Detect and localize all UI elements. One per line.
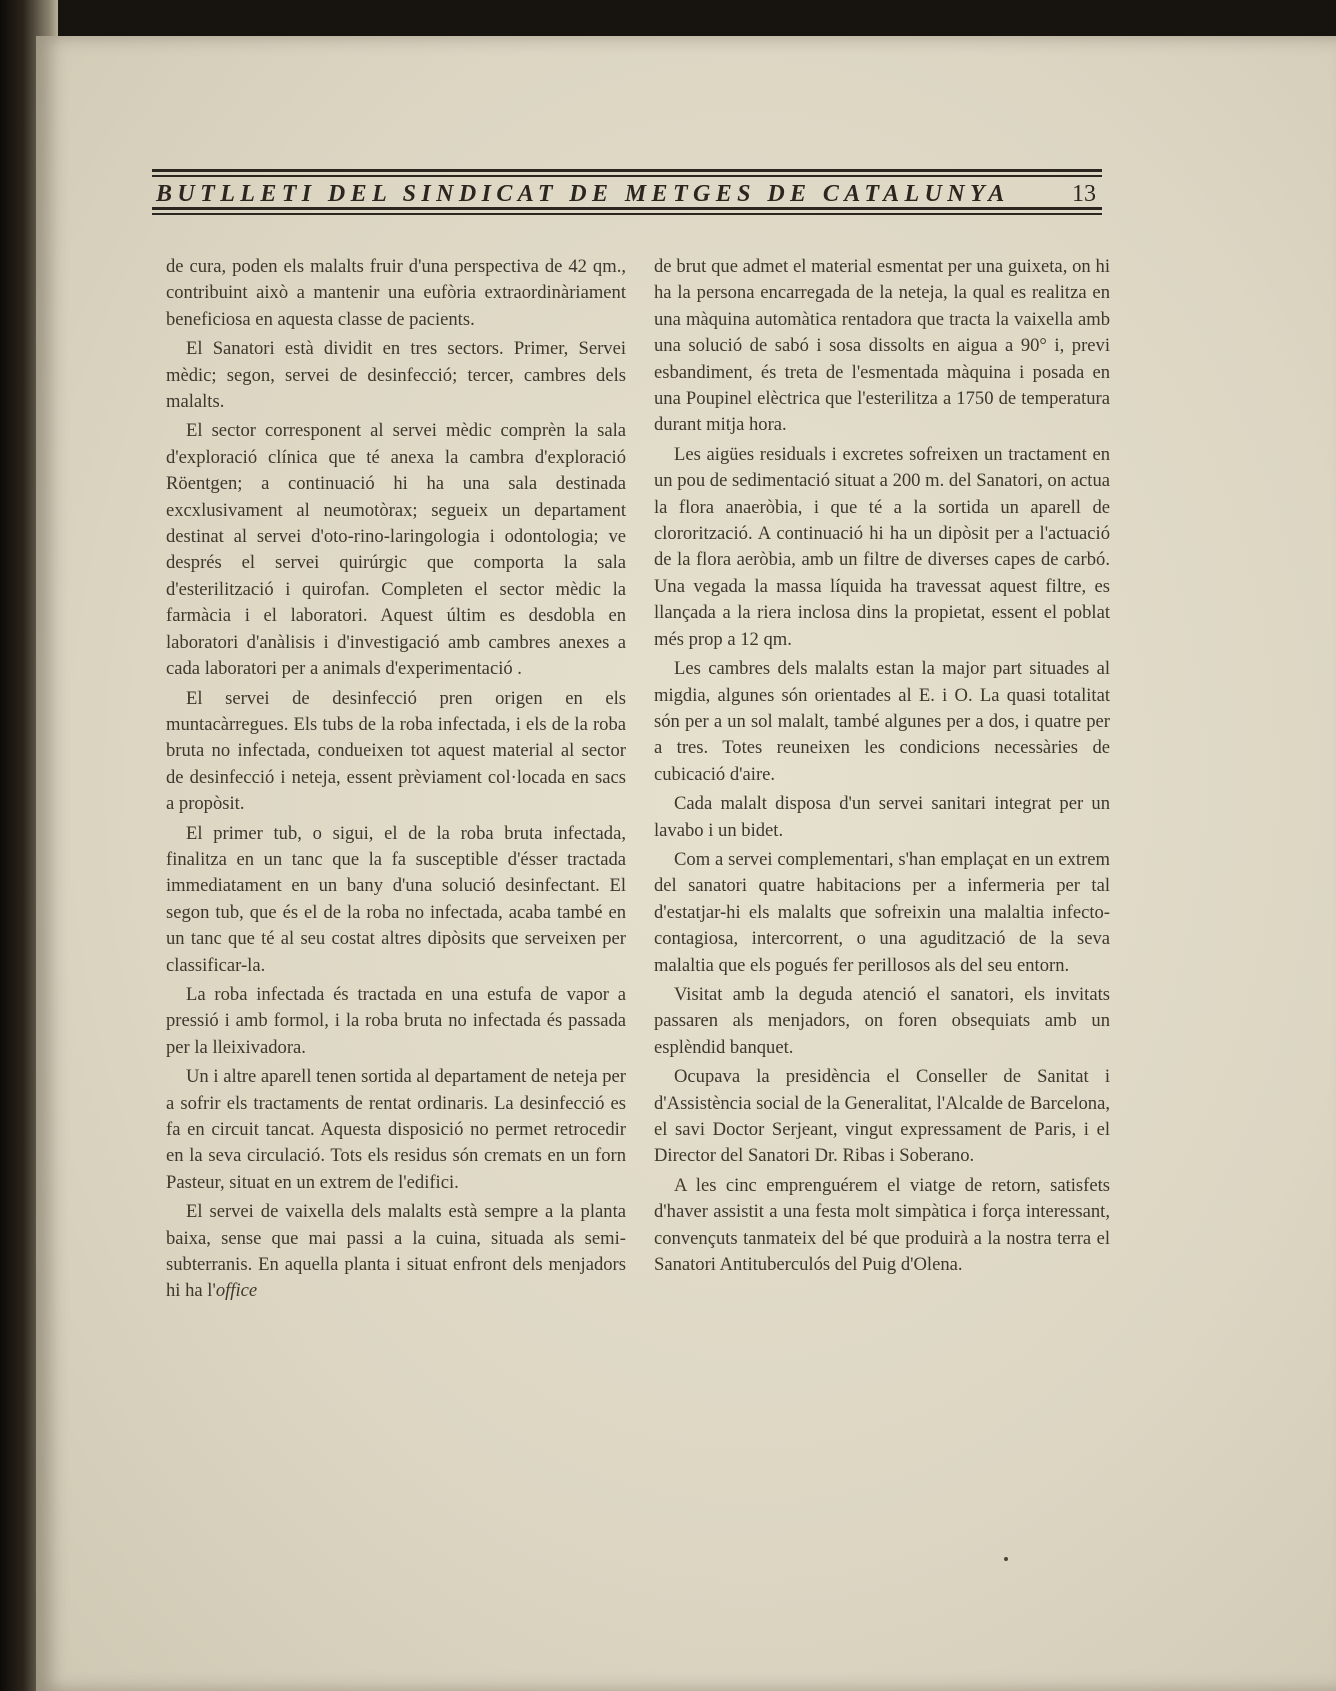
italic-word: office: [215, 1280, 258, 1302]
paper-speck: [1004, 1557, 1008, 1561]
page-number: 13: [1072, 181, 1096, 207]
paragraph: El servei de desinfecció pren origen en els muntacàrregues. Els tubs de la roba infectada, i els de la roba bruta no infectada, condueixen tot aquest material al sector de desinfecció i neteja, essent prèviament col·locada en sacs a propòsit.: [166, 687, 626, 815]
paragraph: de cura, poden els malalts fruir d'una perspectiva de 42 qm., contribuint això a mantenir una eufòria extraordinàriament beneficiosa en aquesta classe de pacients.: [166, 256, 626, 330]
running-header: [152, 163, 1102, 223]
paragraph-text: El servei de vaixella dels malalts està sempre a la planta baixa, sense que mai passi a la cuina, situada als semi-subterranis. En aquella planta i situat enfront dels menjadors hi ha l': [166, 1201, 626, 1302]
paragraph: A les cinc emprenguérem el viatge de retorn, satisfets d'haver assistit a una festa molt simpàtica i força interessant, convençuts tanmateix del bé que produirà a la nostra terra el Sanatori Antituberculós del Puig d'Olena.: [654, 1174, 1110, 1276]
paragraph: Un i altre aparell tenen sortida al departament de neteja per a sofrir els tractaments de rentat ordinaris. La desinfecció es fa en circuit tancat. Aquesta disposició no permet retrocedir en la seva circulació. Tots els residus són cremats en un forn Pasteur, situat en un extrem de l'edifici.: [166, 1066, 626, 1193]
paragraph: Les aigües residuals i excretes sofreixen un tractament en un pou de sedimentació situat a 200 m. del Sanatori, on actua la flora anaeròbia, i que té a la sortida un aparell de clororització. A continuació hi ha un dipòsit per a l'actuació de la flora aeròbia, amb un filtre de diverses capes de carbó. Una vegada la massa líquida ha travessat aquest filtre, es llançada a la riera inclosa dins la propietat, essent el poblat més prop a 12 qm.: [654, 443, 1110, 650]
right-text-column: [654, 254, 1110, 1278]
paragraph: Com a servei complementari, s'han emplaçat en un extrem del sanatori quatre habitacions per a infermeria per tal d'estatjar-hi els malalts que sofreixin una malaltia infecto-contagiosa, intercorrent, o una agudització de la seva malaltia que els pogués fer perillosos als del seu entorn.: [654, 848, 1110, 976]
paragraph: La roba infectada és tractada en una estufa de vapor a pressió i amb formol, i la roba bruta no infectada és passada per la lleixivadora.: [166, 983, 626, 1058]
paragraph: Ocupava la presidència el Conseller de Sanitat i d'Assistència social de la Generalitat, l'Alcalde de Barcelona, el savi Doctor Serjeant, vingut expressament de Paris, i el Director del Sanatori Dr. Ribas i Soberano.: [654, 1066, 1110, 1167]
paragraph: Cada malalt disposa d'un servei sanitari integrat per un lavabo i un bidet.: [654, 793, 1110, 841]
header-rule-bottom-thin: [152, 213, 1102, 215]
paragraph: Visitat amb la deguda atenció el sanatori, els invitats passaren als menjadors, on foren obsequiats amb un esplèndid banquet.: [654, 983, 1110, 1058]
header-rule-top-thin: [152, 175, 1102, 177]
paragraph: Les cambres dels malalts estan la major part situades al migdia, algunes són orientades al E. i O. La quasi totalitat són per a un sol malalt, també algunes per a dos, i quatre per a tres. Totes reuneixen les condicions necessàries de cubicació d'aire.: [654, 658, 1110, 785]
header-rule-top: [152, 169, 1102, 172]
paragraph: El sector corresponent al servei mèdic comprèn la sala d'exploració clínica que té anexa la cambra d'exploració Röentgen; a continuació hi ha una sala destinada excxlusivament al neumotòrax; segueix un departament destinat al servei d'oto-rino-laringologia i odontologia; ve després el servei quirúrgic que comporta la sala d'esterilització i quirofan. Completen el sector mèdic la farmàcia i el laboratori. Aquest últim es desdobla en laboratori d'anàlisis i d'investigació amb cambres anexes a cada laboratori per a animals d'experimentació .: [166, 420, 626, 680]
paragraph: El primer tub, o sigui, el de la roba bruta infectada, finalitza en un tanc que la fa susceptible d'ésser tractada immediatament en un bany d'una solució desinfectant. El segon tub, que és el de la roba no infectada, acaba també en un tanc que té al seu costat altres dipòsits que serveixen per classificar-la.: [166, 822, 626, 976]
paragraph: El Sanatori està dividit en tres sectors. Primer, Servei mèdic; segon, servei de desinfecció; tercer, cambres dels malalts.: [166, 338, 626, 413]
header-rule-bottom: [152, 207, 1102, 210]
left-text-column: [166, 254, 626, 1305]
paragraph: de brut que admet el material esmentat per una guixeta, on hi ha la persona encarregada de la neteja, la qual es realitza en una màquina automàtica rentadora que tracta la vaixella amb una solució de sabó i sosa dissolts en aigua a 90° i, previ esbandiment, és treta de l'esmentada màquina i posada en una Poupinel elèctrica que l'esterilitza a 1750 de temperatura durant mitja hora.: [654, 256, 1110, 436]
paragraph: [166, 1199, 626, 1305]
journal-title: BUTLLETI DEL SINDICAT DE METGES DE CATALUNYA: [156, 181, 1010, 207]
